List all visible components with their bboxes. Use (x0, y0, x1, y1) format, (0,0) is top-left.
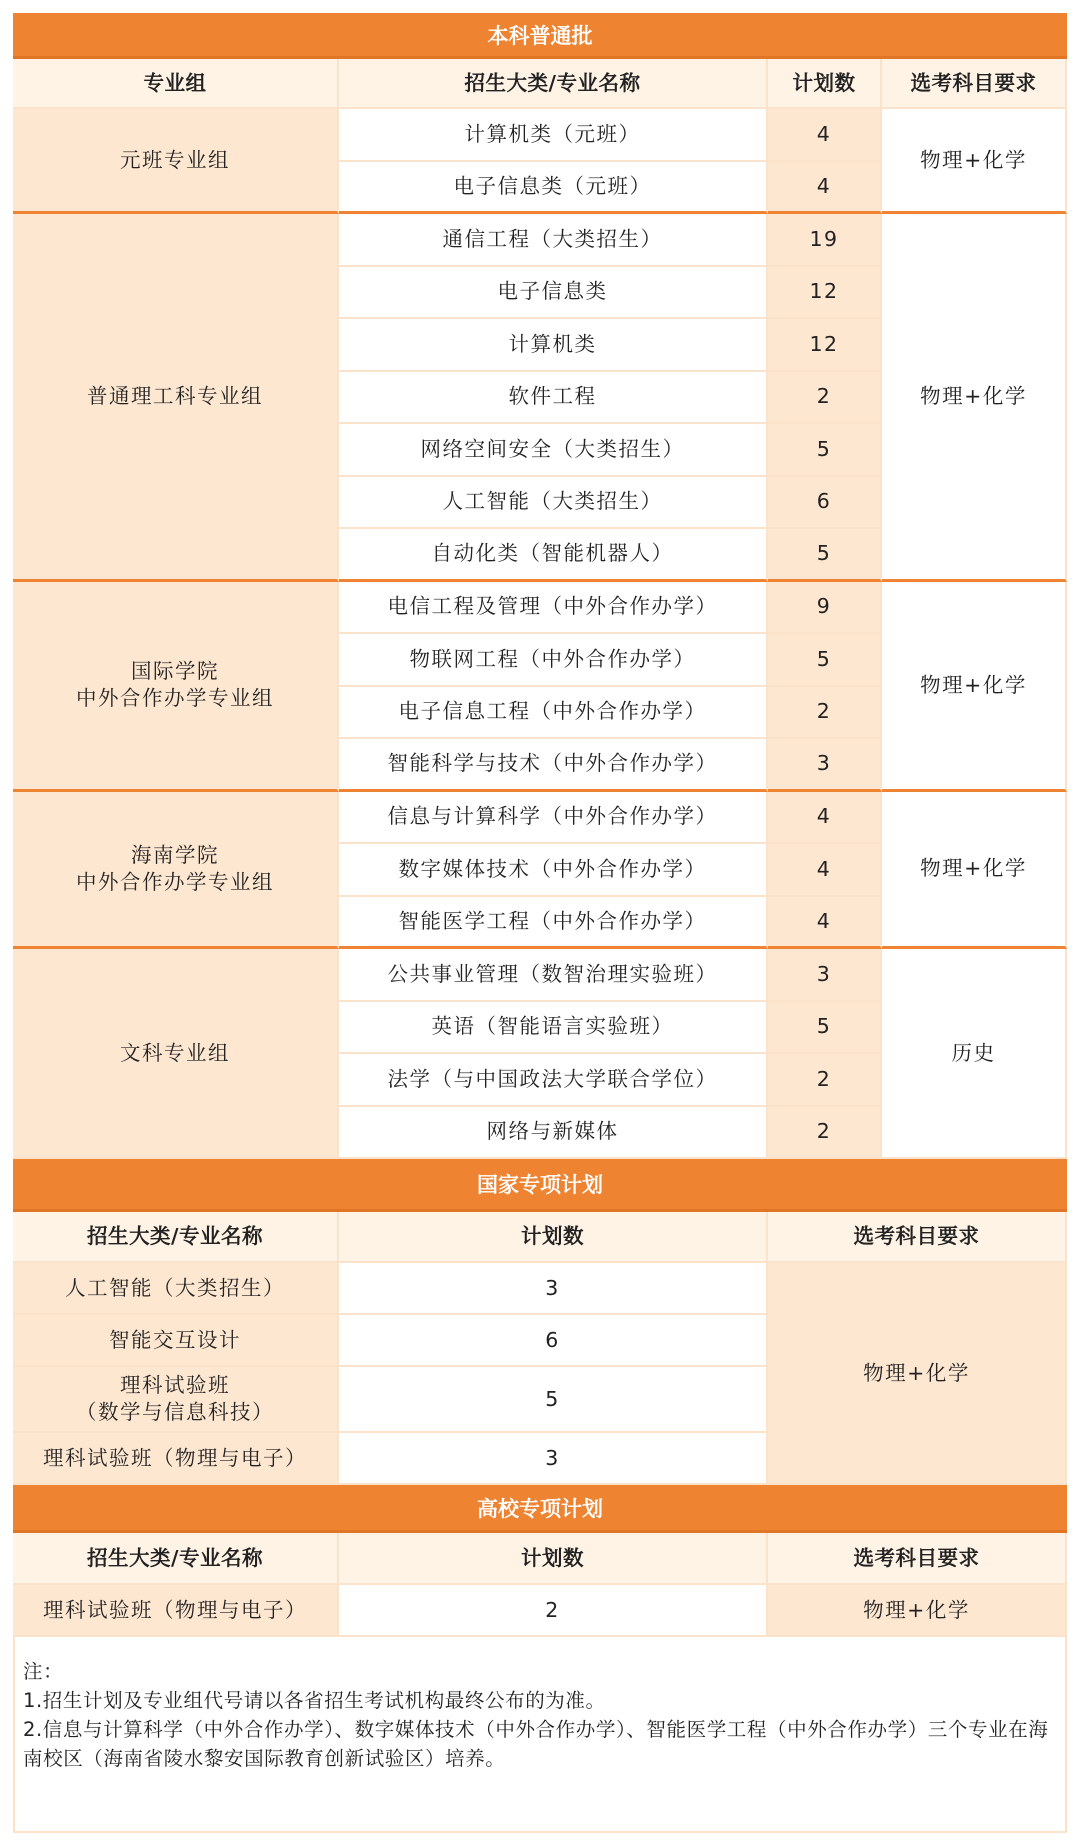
major-name: 计算机类（元班） (339, 109, 768, 162)
header-requirement: 选考科目要求 (768, 1533, 1067, 1585)
regular-batch-table (13, 59, 1067, 1159)
major-name: 电信工程及管理（中外合作办学） (339, 582, 768, 635)
section-title-national-plan: 国家专项计划 (13, 1159, 1067, 1212)
university-plan-table (13, 1533, 1067, 1637)
header-count: 计划数 (339, 1212, 768, 1263)
group-name: 元班专业组 (13, 109, 339, 214)
plan-count: 5 (768, 634, 882, 687)
subject-requirement: 物理+化学 (882, 109, 1067, 214)
plan-count: 2 (768, 372, 882, 425)
note-item: 2.信息与计算科学（中外合作办学）、数字媒体技术（中外合作办学）、智能医学工程（中外合作办学）三个专业在海南校区（海南省陵水黎安国际教育创新试验区）培养。 (23, 1718, 1049, 1770)
major-name: 理科试验班 （数学与信息科技） (13, 1367, 339, 1433)
plan-count: 4 (768, 897, 882, 950)
plan-count: 2 (768, 1107, 882, 1160)
plan-count: 2 (768, 687, 882, 740)
major-name: 智能科学与技术（中外合作办学） (339, 739, 768, 792)
plan-count: 12 (768, 319, 882, 372)
plan-count: 4 (768, 109, 882, 162)
header-major: 招生大类/专业名称 (13, 1212, 339, 1263)
subject-requirement: 物理+化学 (882, 582, 1067, 792)
header-requirement: 选考科目要求 (768, 1212, 1067, 1263)
major-name: 自动化类（智能机器人） (339, 529, 768, 582)
major-name: 物联网工程（中外合作办学） (339, 634, 768, 687)
major-name: 计算机类 (339, 319, 768, 372)
section-title-regular-batch: 本科普通批 (13, 13, 1067, 59)
plan-count: 5 (768, 529, 882, 582)
major-name: 网络空间安全（大类招生） (339, 424, 768, 477)
plan-count: 3 (339, 1263, 768, 1315)
plan-count: 3 (768, 949, 882, 1002)
header-group: 专业组 (13, 59, 339, 109)
major-name: 理科试验班（物理与电子） (13, 1433, 339, 1485)
major-name: 人工智能（大类招生） (13, 1263, 339, 1315)
major-name: 智能交互设计 (13, 1315, 339, 1367)
plan-count: 3 (768, 739, 882, 792)
major-name: 智能医学工程（中外合作办学） (339, 897, 768, 950)
plan-count: 5 (768, 1002, 882, 1055)
header-requirement: 选考科目要求 (882, 59, 1067, 109)
plan-count: 4 (768, 844, 882, 897)
major-name: 公共事业管理（数智治理实验班） (339, 949, 768, 1002)
plan-count: 3 (339, 1433, 768, 1485)
major-name: 英语（智能语言实验班） (339, 1002, 768, 1055)
plan-count: 2 (768, 1054, 882, 1107)
subject-requirement: 历史 (882, 949, 1067, 1159)
header-count: 计划数 (339, 1533, 768, 1585)
header-major: 招生大类/专业名称 (339, 59, 768, 109)
subject-requirement: 物理+化学 (768, 1585, 1067, 1637)
notes-box (13, 1637, 1067, 1833)
major-name: 电子信息工程（中外合作办学） (339, 687, 768, 740)
notes-label: 注： (23, 1660, 64, 1683)
group-name: 国际学院 中外合作办学专业组 (13, 582, 339, 792)
plan-count: 5 (768, 424, 882, 477)
note-item: 1.招生计划及专业组代号请以各省招生考试机构最终公布的为准。 (23, 1689, 606, 1712)
plan-count: 4 (768, 792, 882, 845)
major-name: 信息与计算科学（中外合作办学） (339, 792, 768, 845)
plan-count: 5 (339, 1367, 768, 1433)
admission-plan-table (13, 13, 1067, 1833)
plan-count: 12 (768, 267, 882, 320)
subject-requirement: 物理+化学 (882, 214, 1067, 582)
subject-requirement: 物理+化学 (882, 792, 1067, 950)
header-count: 计划数 (768, 59, 882, 109)
plan-count: 4 (768, 162, 882, 215)
group-name: 海南学院 中外合作办学专业组 (13, 792, 339, 950)
major-name: 法学（与中国政法大学联合学位） (339, 1054, 768, 1107)
major-name: 软件工程 (339, 372, 768, 425)
header-major: 招生大类/专业名称 (13, 1533, 339, 1585)
section-title-university-plan: 高校专项计划 (13, 1485, 1067, 1533)
major-name: 电子信息类 (339, 267, 768, 320)
major-name: 数字媒体技术（中外合作办学） (339, 844, 768, 897)
national-plan-table (13, 1212, 1067, 1485)
major-name: 通信工程（大类招生） (339, 214, 768, 267)
major-name: 理科试验班（物理与电子） (13, 1585, 339, 1637)
subject-requirement: 物理+化学 (768, 1263, 1067, 1485)
major-name: 人工智能（大类招生） (339, 477, 768, 530)
plan-count: 9 (768, 582, 882, 635)
plan-count: 2 (339, 1585, 768, 1637)
major-name: 网络与新媒体 (339, 1107, 768, 1160)
major-name: 电子信息类（元班） (339, 162, 768, 215)
plan-count: 19 (768, 214, 882, 267)
group-name: 文科专业组 (13, 949, 339, 1159)
plan-count: 6 (339, 1315, 768, 1367)
group-name: 普通理工科专业组 (13, 214, 339, 582)
plan-count: 6 (768, 477, 882, 530)
